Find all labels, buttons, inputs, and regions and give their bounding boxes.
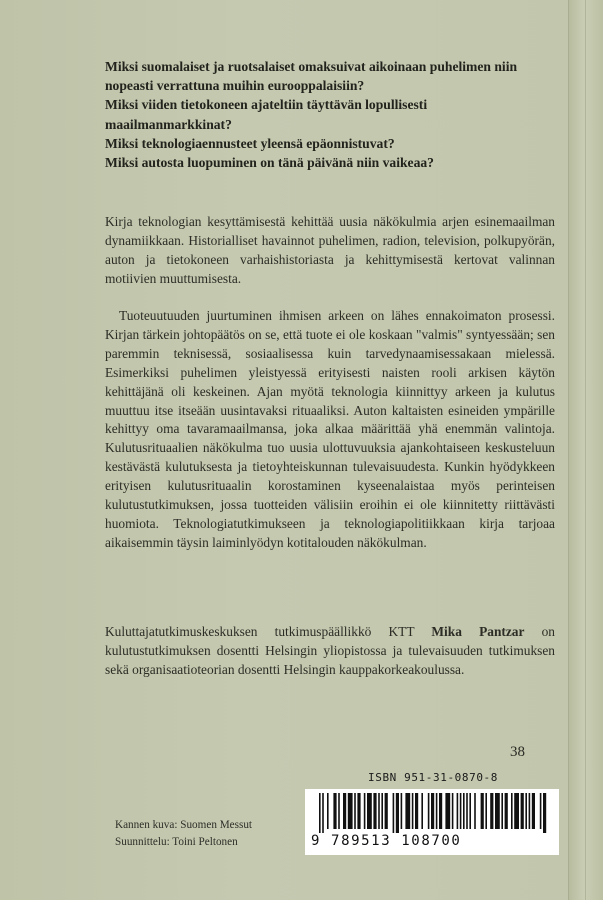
main-paragraph — [105, 307, 555, 553]
barcode-bar — [466, 793, 468, 829]
barcode-bar — [436, 793, 438, 829]
barcode-bar — [474, 793, 476, 829]
barcode-bar — [439, 793, 442, 829]
barcode-bar — [452, 793, 454, 829]
barcode-bar — [532, 793, 535, 829]
barcode — [305, 789, 559, 855]
question-1: Miksi suomalaiset ja ruotsalaiset omaksuivat aikoinaan puhelimen niin nopeasti verrattuna muihin eurooppalaisiin? — [105, 59, 518, 94]
barcode-bar — [373, 793, 376, 829]
barcode-bar — [415, 793, 418, 829]
barcode-bar — [319, 793, 321, 833]
author-bio-text — [105, 623, 555, 680]
barcode-bar — [405, 793, 410, 829]
barcode-bar — [521, 793, 524, 829]
barcode-bar — [460, 793, 462, 829]
barcode-bar — [525, 793, 527, 829]
barcode-bar — [354, 793, 356, 829]
barcode-bar — [529, 793, 531, 829]
author-bio — [105, 623, 555, 680]
author-name: Mika Pantzar — [431, 624, 525, 639]
barcode-bar — [401, 793, 403, 829]
barcode-bar — [505, 793, 508, 829]
barcode-bar — [367, 793, 372, 829]
barcode-bar — [357, 793, 360, 829]
credit-design: Suunnittelu: Toini Peltonen — [115, 835, 238, 848]
barcode-bar — [421, 793, 423, 829]
barcode-bar — [364, 793, 366, 829]
barcode-bar — [343, 793, 346, 829]
spine-edge — [568, 0, 603, 900]
barcode-bar — [445, 793, 450, 829]
barcode-bar — [378, 793, 380, 829]
barcode-bar — [348, 793, 353, 829]
barcode-bar — [412, 793, 414, 829]
barcode-bar — [333, 793, 336, 829]
barcode-bar — [327, 793, 329, 829]
question-2: Miksi viiden tietokoneen ajateltiin täyttävän lopullisesti maailmanmarkkinat? — [105, 97, 428, 132]
intro-text: Kirja teknologian kesyttämisestä kehittää uusia näkökulmia arjen esinemaailman dynamiikkaan. Historialliset havainnot puhelimen, radion, television, polkupyörän, auton ja tietokoneen varhaishistoriasta ja kehittymisestä kertovat valinnan motiivien muuttumisesta. — [105, 214, 555, 286]
barcode-bar — [469, 793, 471, 829]
barcode-bar — [457, 793, 459, 829]
barcode-bar — [501, 793, 503, 829]
isbn-label: ISBN 951-31-0870-8 — [368, 771, 499, 784]
price-code: 38 — [510, 744, 525, 760]
barcode-bar — [393, 793, 395, 833]
barcode-bar — [396, 793, 399, 833]
main-text: Tuoteuutuuden juurtuminen ihmisen arkeen on lähes ennakoimaton prosessi. Kirjan tärkein johtopäätös on se, että tuote ei ole koskaan "valmis" syntyessään; sen paremmin teknisessä, sosiaalisessa kuin tarvedynaamisessakaan mielessä. Esimerkiksi puhelimen yleistyessä erityisesti naisten rooli arkisen käytön kehittäjänä oli keskeinen. Ajan myötä teknologia kiinnittyy arkeen ja kulutus muuttuu itse itseään uusintavaksi rituaaliksi. Auton kaltaisten esineiden ympärille kehittyy oma tavaramaailmansa, joka alkaa määrittää yhä enemmän valintoja. Kulutusrituaalien näkökulma tuo uusia ulottuvuuksia ajankohtaiseen keskusteluun kestävästä kulutuksesta ja tietoyhteiskunnan tulevaisuudesta. Kunkin hyödykkeen erityisen kulutusrituaalin korostaminen kyseenalaistaa myös perinteisen kulutustutkimuksen, jossa tuotteiden välisiin eroihin ei ole kiinnitetty riittävästi huomiota. Teknologiatutkimukseen ja teknologiapolitiikkaan kirja tarjoaa aikaisemmin täysin laiminlyödyn kotitalouden näkökulman. — [105, 308, 555, 550]
barcode-bar — [338, 793, 340, 829]
barcode-bar — [431, 793, 434, 829]
cover-credits — [115, 817, 252, 850]
barcode-bar — [511, 793, 513, 829]
barcode-bar — [540, 793, 542, 829]
barcode-bar — [428, 793, 430, 829]
barcode-bar — [485, 793, 487, 829]
barcode-digits: 9 789513 108700 — [311, 833, 462, 849]
question-4: Miksi autosta luopuminen on tänä päivänä niin vaikeaa? — [105, 155, 434, 171]
barcode-bar — [481, 793, 484, 829]
author-bio-prefix: Kuluttajatutkimuskeskuksen tutkimuspäällikkö KTT — [105, 624, 432, 639]
credit-cover-image: Kannen kuva: Suomen Messut — [115, 819, 253, 831]
barcode-bar — [495, 793, 500, 829]
barcode-bar — [381, 793, 383, 829]
question-list — [105, 57, 555, 172]
barcode-bar — [490, 793, 493, 829]
author-bio-suffix: on kulutustutkimuksen dosentti Helsingin yliopistossa ja tulevaisuuden tutkimuksen sekä organisaatioteorian dosentti Helsingin kauppakorkeakoulussa. — [105, 624, 555, 677]
barcode-bar — [322, 793, 324, 833]
barcode-bar — [514, 793, 519, 829]
barcode-bar — [543, 793, 546, 833]
intro-paragraph — [105, 213, 555, 289]
barcode-bars — [319, 793, 547, 833]
barcode-bar — [385, 793, 388, 829]
barcode-bar — [463, 793, 465, 829]
question-3: Miksi teknologiaennusteet yleensä epäonnistuvat? — [105, 135, 395, 151]
